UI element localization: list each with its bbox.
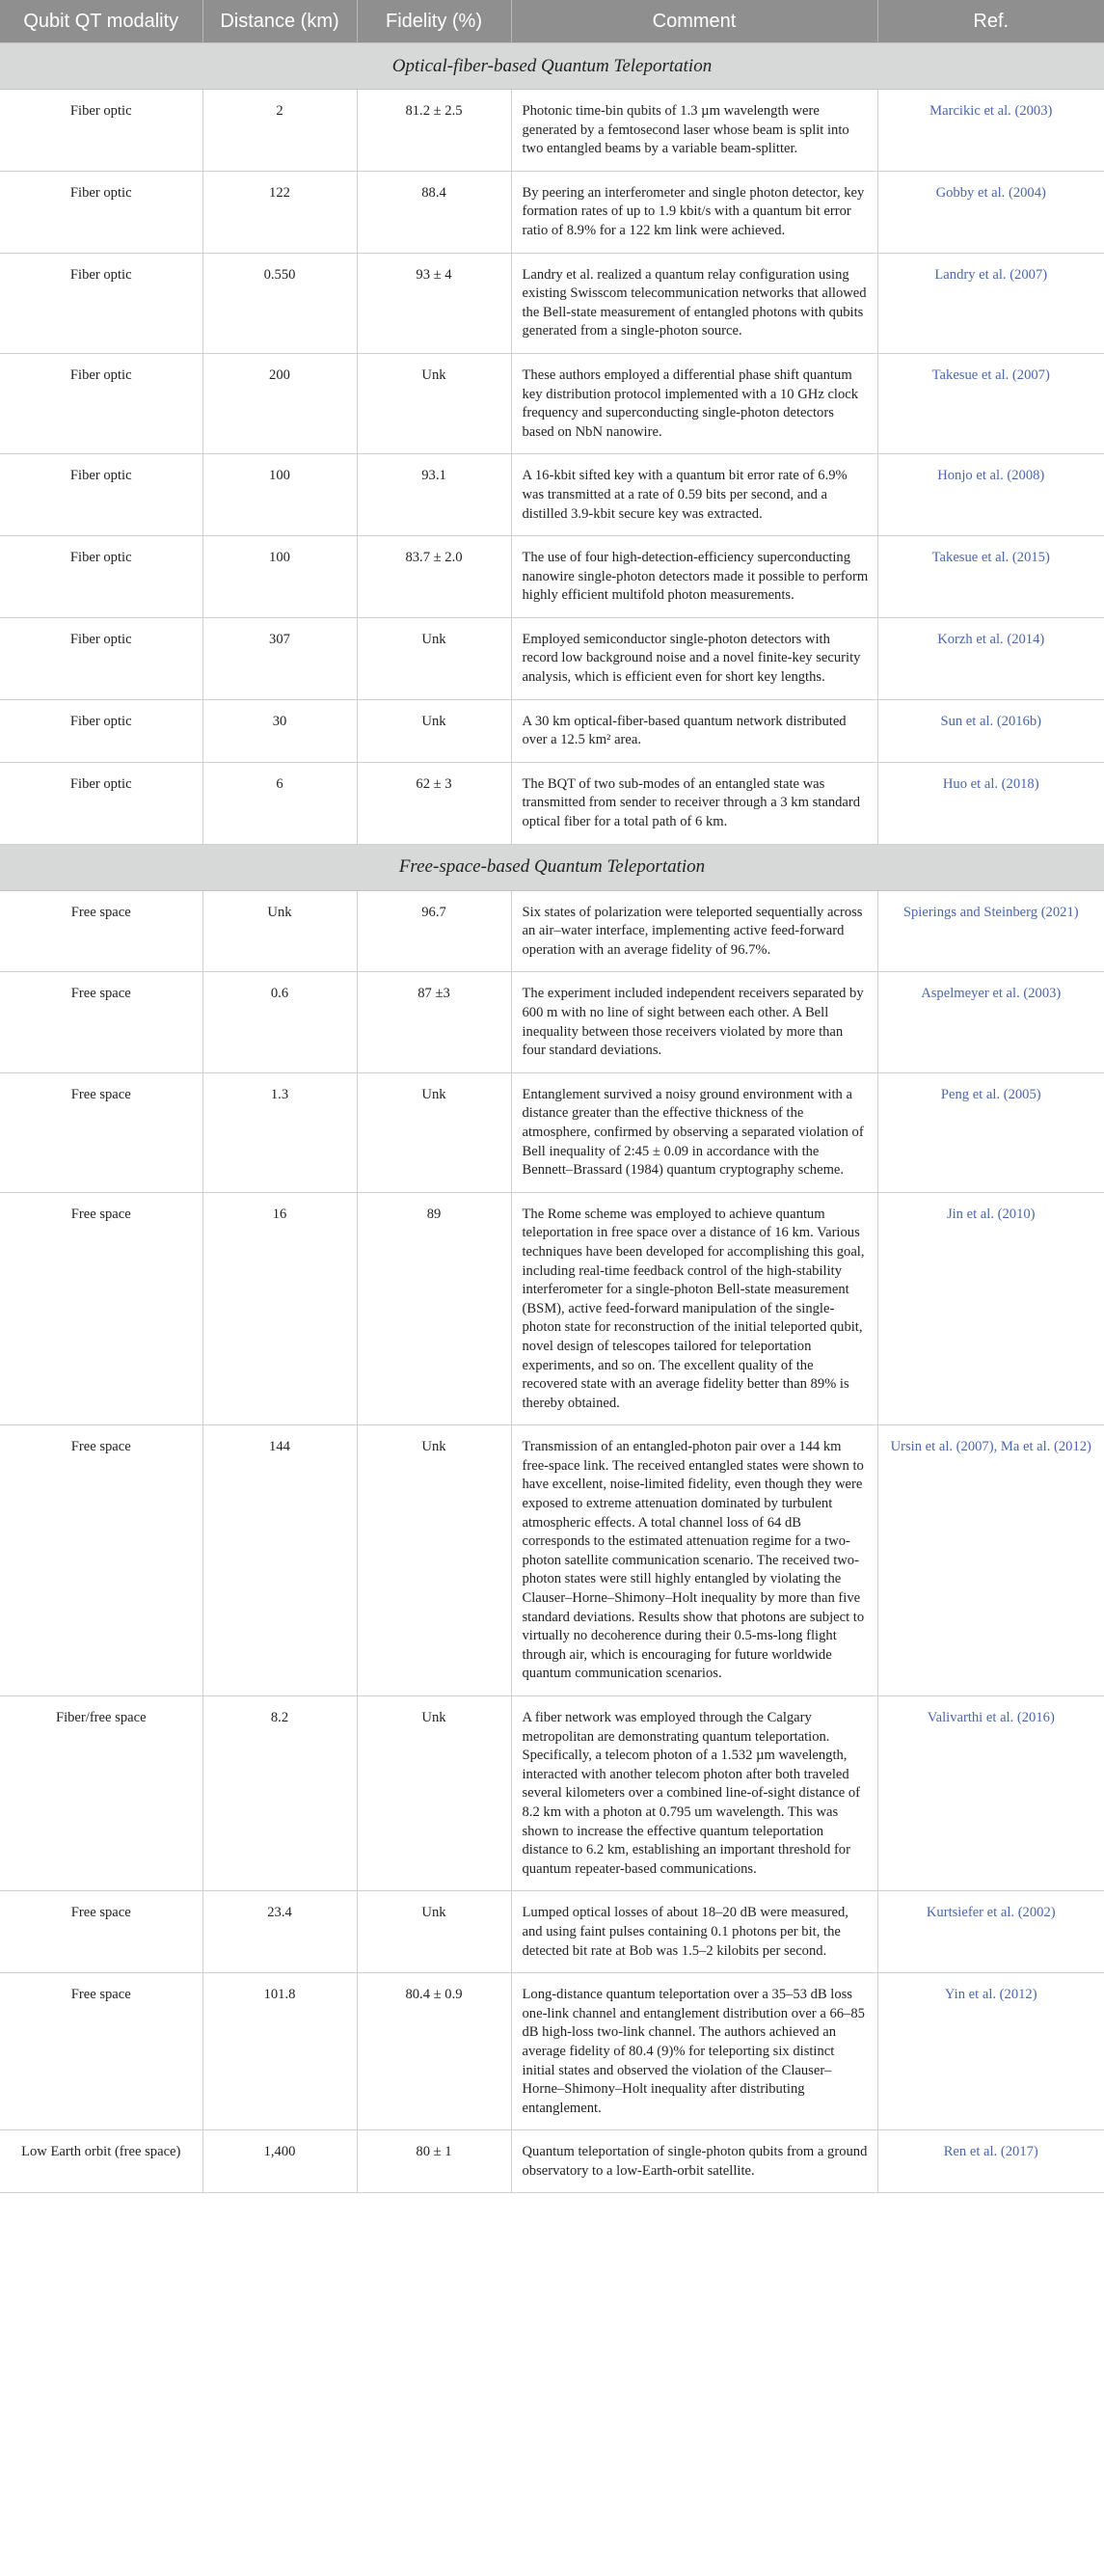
cell-comment: The Rome scheme was employed to achieve quantum teleportation in free space over a distance of 16 km. Various techniques have been developed for accomplishing this goal, including real-time feedback control of the high-stability interferometer for a single-photon Bell-state measurement (BSM), active feed-forward manipulation of the single-photon state for reconstruction of the initial teleported qubit, novel design of telescopes tailored for teleportation experiments, and so on. The excellent quality of the recovered state with an average fidelity better than 89% is thereby obtained. — [511, 1192, 877, 1425]
cell-modality: Free space — [0, 1973, 202, 2130]
cell-distance: 6 — [202, 762, 357, 844]
cell-distance: 200 — [202, 353, 357, 453]
cell-comment: The use of four high-detection-efficiency superconducting nanowire single-photon detectors made it possible to perform highly efficient multifold photon measurements. — [511, 536, 877, 618]
cell-comment: Lumped optical losses of about 18–20 dB were measured, and using faint pulses containing 0.1 photons per bit, the detected bit rate at Bob was 1.5–2 kilobits per second. — [511, 1891, 877, 1973]
cell-ref[interactable]: Gobby et al. (2004) — [877, 171, 1104, 253]
cell-fidelity: Unk — [357, 1425, 511, 1696]
cell-ref[interactable]: Honjo et al. (2008) — [877, 454, 1104, 536]
header-modality: Qubit QT modality — [0, 0, 202, 43]
cell-fidelity: 80 ± 1 — [357, 2130, 511, 2193]
cell-distance: 122 — [202, 171, 357, 253]
table-row — [0, 762, 1104, 844]
cell-modality: Fiber/free space — [0, 1696, 202, 1891]
cell-ref[interactable]: Sun et al. (2016b) — [877, 699, 1104, 762]
table-row — [0, 1891, 1104, 1973]
cell-ref[interactable]: Peng et al. (2005) — [877, 1072, 1104, 1192]
cell-ref[interactable]: Jin et al. (2010) — [877, 1192, 1104, 1425]
cell-comment: Landry et al. realized a quantum relay configuration using existing Swisscom telecommunication networks that allowed the Bell-state measurement of entangled photons with qubits generated from a single-photon source. — [511, 253, 877, 353]
cell-modality: Fiber optic — [0, 699, 202, 762]
table-row — [0, 253, 1104, 353]
cell-fidelity: Unk — [357, 353, 511, 453]
table-row — [0, 972, 1104, 1072]
cell-comment: Six states of polarization were teleported sequentially across an air–water interface, implementing active feed-forward operation with an average fidelity of 96.7%. — [511, 890, 877, 972]
cell-comment: Quantum teleportation of single-photon qubits from a ground observatory to a low-Earth-orbit satellite. — [511, 2130, 877, 2193]
cell-distance: 100 — [202, 454, 357, 536]
header-comment: Comment — [511, 0, 877, 43]
cell-comment: A 30 km optical-fiber-based quantum network distributed over a 12.5 km² area. — [511, 699, 877, 762]
section-header-row — [0, 844, 1104, 890]
cell-fidelity: 62 ± 3 — [357, 762, 511, 844]
cell-modality: Free space — [0, 890, 202, 972]
cell-distance: 307 — [202, 617, 357, 699]
cell-modality: Low Earth orbit (free space) — [0, 2130, 202, 2193]
cell-modality: Fiber optic — [0, 90, 202, 172]
cell-comment: The BQT of two sub-modes of an entangled state was transmitted from sender to receiver through a 3 km standard optical fiber for a total path of 6 km. — [511, 762, 877, 844]
cell-comment: A fiber network was employed through the Calgary metropolitan are demonstrating quantum teleportation. Specifically, a telecom photon of a 1.532 µm wavelength, interacted with another telecom photon after both traveled several kilometers over a combined line-of-sight distance of 8.2 km with a photon at 0.795 um wavelength. This was shown to increase the effective quantum teleportation distance to 6.2 km, establishing an important threshold for quantum repeater-based communications. — [511, 1696, 877, 1891]
cell-distance: 100 — [202, 536, 357, 618]
table-row — [0, 454, 1104, 536]
cell-distance: 0.6 — [202, 972, 357, 1072]
cell-ref[interactable]: Valivarthi et al. (2016) — [877, 1696, 1104, 1891]
section-title: Free-space-based Quantum Teleportation — [0, 844, 1104, 890]
cell-distance: 101.8 — [202, 1973, 357, 2130]
cell-ref[interactable]: Spierings and Steinberg (2021) — [877, 890, 1104, 972]
table-row — [0, 1973, 1104, 2130]
cell-comment: Long-distance quantum teleportation over a 35–53 dB loss one-link channel and entanglement distribution over a 66–85 dB high-loss two-link channel. The authors achieved an average fidelity of 80.4 (9)% for teleporting six distinct initial states and observed the violation of the Clauser–Horne–Shimony–Holt inequality after distributing entanglement. — [511, 1973, 877, 2130]
table-row — [0, 536, 1104, 618]
cell-modality: Fiber optic — [0, 762, 202, 844]
cell-ref[interactable]: Huo et al. (2018) — [877, 762, 1104, 844]
cell-distance: 16 — [202, 1192, 357, 1425]
cell-fidelity: 80.4 ± 0.9 — [357, 1973, 511, 2130]
cell-modality: Free space — [0, 1891, 202, 1973]
table-row — [0, 617, 1104, 699]
cell-ref[interactable]: Aspelmeyer et al. (2003) — [877, 972, 1104, 1072]
table-row — [0, 1072, 1104, 1192]
cell-distance: 144 — [202, 1425, 357, 1696]
section-title: Optical-fiber-based Quantum Teleportation — [0, 43, 1104, 90]
table-row — [0, 699, 1104, 762]
cell-modality: Fiber optic — [0, 617, 202, 699]
table-row — [0, 1192, 1104, 1425]
cell-modality: Fiber optic — [0, 454, 202, 536]
cell-modality: Fiber optic — [0, 536, 202, 618]
cell-comment: Employed semiconductor single-photon detectors with record low background noise and a novel finite-key security analysis, which is efficient even for short key lengths. — [511, 617, 877, 699]
cell-modality: Fiber optic — [0, 253, 202, 353]
cell-ref[interactable]: Kurtsiefer et al. (2002) — [877, 1891, 1104, 1973]
cell-fidelity: Unk — [357, 699, 511, 762]
cell-distance: 23.4 — [202, 1891, 357, 1973]
cell-ref[interactable]: Korzh et al. (2014) — [877, 617, 1104, 699]
cell-fidelity: 83.7 ± 2.0 — [357, 536, 511, 618]
cell-distance: 1.3 — [202, 1072, 357, 1192]
cell-distance: 30 — [202, 699, 357, 762]
cell-modality: Free space — [0, 1072, 202, 1192]
section-header-row — [0, 43, 1104, 90]
cell-fidelity: 87 ±3 — [357, 972, 511, 1072]
cell-ref[interactable]: Takesue et al. (2015) — [877, 536, 1104, 618]
cell-fidelity: 88.4 — [357, 171, 511, 253]
cell-ref[interactable]: Ren et al. (2017) — [877, 2130, 1104, 2193]
cell-fidelity: Unk — [357, 617, 511, 699]
table-row — [0, 1425, 1104, 1696]
header-distance: Distance (km) — [202, 0, 357, 43]
cell-modality: Fiber optic — [0, 353, 202, 453]
cell-fidelity: 89 — [357, 1192, 511, 1425]
table-row — [0, 353, 1104, 453]
cell-modality: Free space — [0, 1425, 202, 1696]
cell-fidelity: Unk — [357, 1696, 511, 1891]
cell-comment: The experiment included independent receivers separated by 600 m with no line of sight between each other. A Bell inequality between those receivers violated by more than four standard deviations. — [511, 972, 877, 1072]
cell-fidelity: 96.7 — [357, 890, 511, 972]
cell-distance: 2 — [202, 90, 357, 172]
cell-ref[interactable]: Yin et al. (2012) — [877, 1973, 1104, 2130]
header-fidelity: Fidelity (%) — [357, 0, 511, 43]
cell-fidelity: 93 ± 4 — [357, 253, 511, 353]
cell-comment: A 16-kbit sifted key with a quantum bit error rate of 6.9% was transmitted at a rate of 0.59 bits per second, and a distilled 3.9-kbit secure key was extracted. — [511, 454, 877, 536]
cell-ref[interactable]: Landry et al. (2007) — [877, 253, 1104, 353]
table-row — [0, 171, 1104, 253]
table-row — [0, 2130, 1104, 2193]
table-row — [0, 90, 1104, 172]
cell-ref[interactable]: Ursin et al. (2007), Ma et al. (2012) — [877, 1425, 1104, 1696]
header-ref: Ref. — [877, 0, 1104, 43]
table-row — [0, 890, 1104, 972]
cell-fidelity: 93.1 — [357, 454, 511, 536]
cell-comment: Photonic time-bin qubits of 1.3 µm wavelength were generated by a femtosecond laser whose beam is split into two entangled beams by a variable beam-splitter. — [511, 90, 877, 172]
table-body — [0, 43, 1104, 2193]
cell-fidelity: 81.2 ± 2.5 — [357, 90, 511, 172]
cell-distance: 8.2 — [202, 1696, 357, 1891]
cell-distance: 0.550 — [202, 253, 357, 353]
cell-ref[interactable]: Takesue et al. (2007) — [877, 353, 1104, 453]
table-row — [0, 1696, 1104, 1891]
cell-comment: These authors employed a differential phase shift quantum key distribution protocol implemented with a 10 GHz clock frequency and superconducting single-photon detectors based on NbN nanowire. — [511, 353, 877, 453]
cell-modality: Free space — [0, 1192, 202, 1425]
cell-modality: Free space — [0, 972, 202, 1072]
header-row — [0, 0, 1104, 43]
cell-distance: 1,400 — [202, 2130, 357, 2193]
cell-fidelity: Unk — [357, 1891, 511, 1973]
cell-modality: Fiber optic — [0, 171, 202, 253]
cell-comment: Transmission of an entangled-photon pair over a 144 km free-space link. The received entangled states were shown to have excellent, noise-limited fidelity, even though they were exposed to extreme attenuation dominated by turbulent atmospheric effects. A total channel loss of 64 dB corresponds to the estimated attenuation regime for a two-photon satellite communication scenario. The received two-photon states were still highly entangled by violating the Clauser–Horne–Shimony–Holt inequality by more than five standard deviations. Results show that photons are subject to virtually no decoherence during their 0.5-ms-long flight through air, which is encouraging for future worldwide quantum communication scenarios. — [511, 1425, 877, 1696]
cell-fidelity: Unk — [357, 1072, 511, 1192]
cell-comment: By peering an interferometer and single photon detector, key formation rates of up to 1.9 kbit/s with a quantum bit error ratio of 8.9% for a 122 km link were achieved. — [511, 171, 877, 253]
cell-distance: Unk — [202, 890, 357, 972]
cell-comment: Entanglement survived a noisy ground environment with a distance greater than the effective thickness of the atmosphere, confirmed by observing a separated violation of Bell inequality of 2:45 ± 0.09 in accordance with the Bennett–Brassard (1984) quantum cryptography scheme. — [511, 1072, 877, 1192]
cell-ref[interactable]: Marcikic et al. (2003) — [877, 90, 1104, 172]
